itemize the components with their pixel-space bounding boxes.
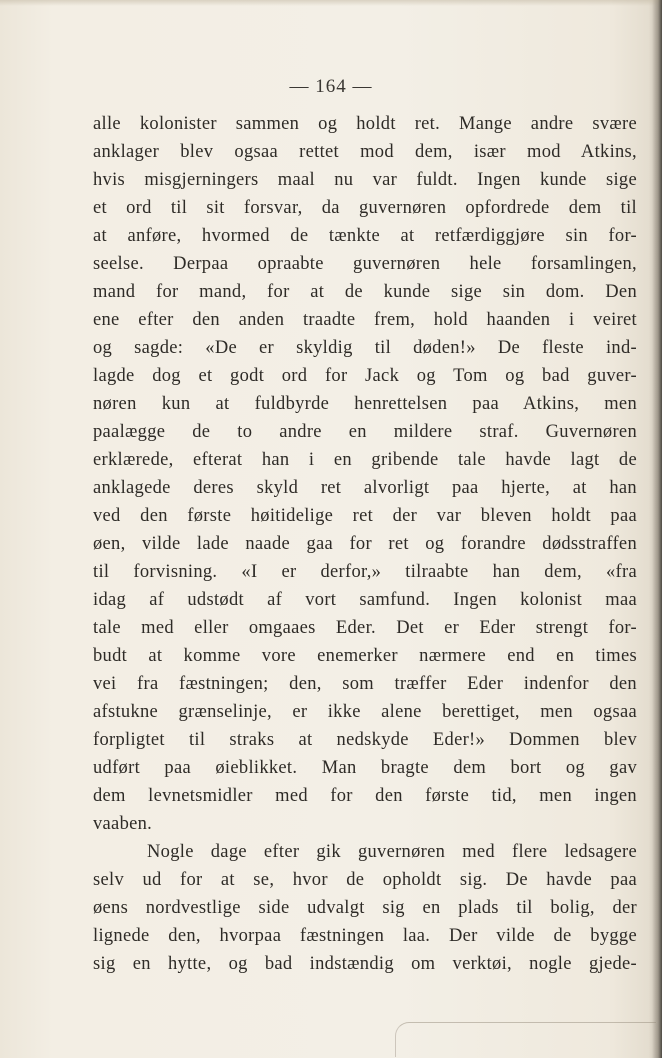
text-line: ved den første høitidelige ret der var bleven holdt paa [93,506,637,526]
text-line: alle kolonister sammen og holdt ret. Mange andre svære [93,114,637,134]
text-line: erklærede, efterat han i en gribende tale havde lagt de [93,450,637,470]
text-line: budt at komme vore enemerker nærmere end en times [93,646,637,666]
text-line: lignede den, hvorpaa fæstningen laa. Der vilde de bygge [93,926,637,946]
text-line: nøren kun at fuldbyrde henrettelsen paa Atkins, men [93,394,637,414]
pencil-mark [395,1022,656,1057]
page-binding-shadow [652,0,662,1058]
text-line: vaaben. [93,814,153,834]
text-line: seelse. Derpaa opraabte guvernøren hele forsamlingen, [93,254,637,274]
text-line: hvis misgjerningers maal nu var fuldt. Ingen kunde sige [93,170,637,190]
page-number: — 164 — [289,76,373,97]
text-line: sig en hytte, og bad indstændig om verktøi, nogle gjede- [93,954,637,974]
page-top-edge [0,0,662,6]
paragraph-1 [93,110,637,838]
text-line: Nogle dage efter gik guvernøren med flere ledsagere [147,842,637,862]
text-line: og sagde: «De er skyldig til døden!» De fleste ind- [93,338,637,358]
text-line: øens nordvestlige side udvalgt sig en plads til bolig, der [93,898,637,918]
text-line: til forvisning. «I er derfor,» tilraabte han dem, «fra [93,562,637,582]
text-line: at anføre, hvormed de tænkte at retfærdiggjøre sin for- [93,226,637,246]
text-line: øen, vilde lade naade gaa for ret og forandre dødsstraffen [93,534,637,554]
text-line: anklagede deres skyld ret alvorligt paa hjerte, at han [93,478,637,498]
text-line: selv ud for at se, hvor de opholdt sig. De havde paa [93,870,637,890]
text-line: idag af udstødt af vort samfund. Ingen kolonist maa [93,590,637,610]
text-line: paalægge de to andre en mildere straf. Guvernøren [93,422,637,442]
paragraph-2 [93,838,637,978]
text-line: afstukne grænselinje, er ikke alene berettiget, men ogsaa [93,702,637,722]
body-text [93,110,637,978]
text-line: ene efter den anden traadte frem, hold haanden i veiret [93,310,637,330]
text-line: lagde dog et godt ord for Jack og Tom og bad guver- [93,366,637,386]
text-line: mand for mand, for at de kunde sige sin dom. Den [93,282,637,302]
text-line: et ord til sit forsvar, da guvernøren opfordrede dem til [93,198,637,218]
text-line: anklager blev ogsaa rettet mod dem, især mod Atkins, [93,142,637,162]
text-line: dem levnetsmidler med for den første tid, men ingen [93,786,637,806]
text-line: udført paa øieblikket. Man bragte dem bort og gav [93,758,637,778]
text-line: forpligtet til straks at nedskyde Eder!» Dommen blev [93,730,637,750]
text-line: tale med eller omgaaes Eder. Det er Eder strengt for- [93,618,637,638]
text-line: vei fra fæstningen; den, som træffer Eder indenfor den [93,674,637,694]
